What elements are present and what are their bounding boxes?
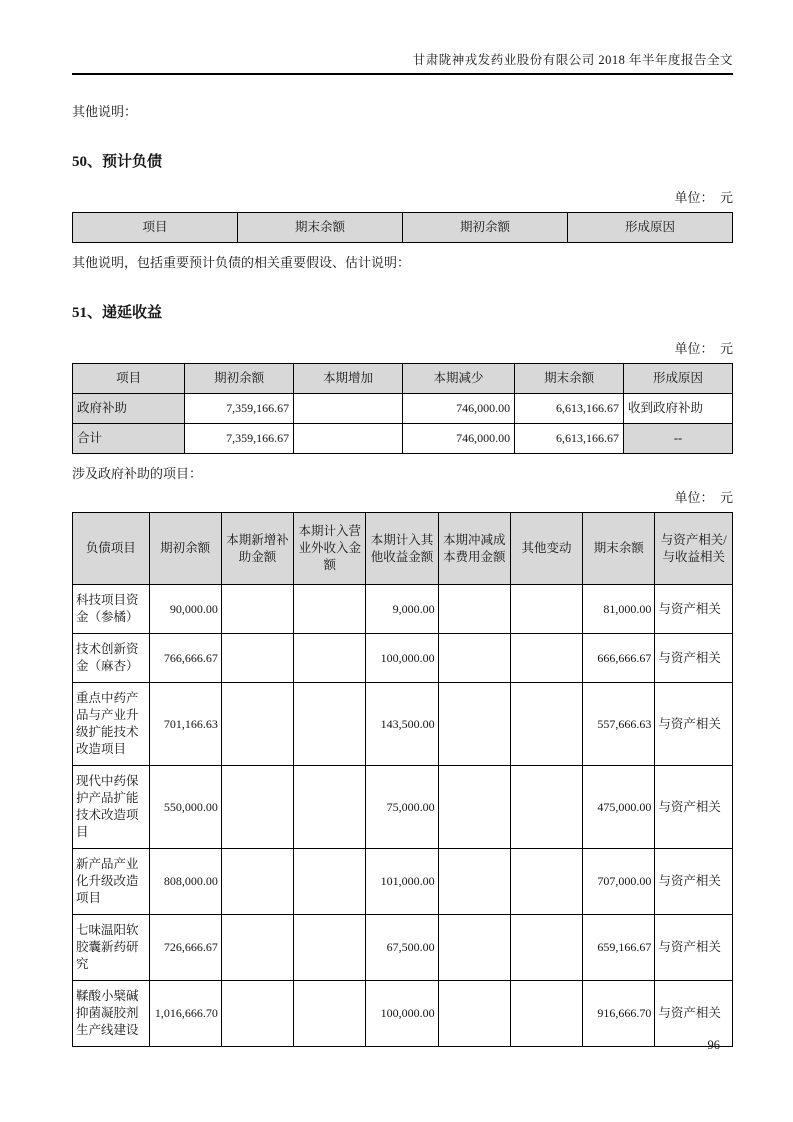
table-cell (438, 585, 510, 634)
table-cell: 6,613,166.67 (515, 424, 624, 454)
table-cell: 808,000.00 (149, 849, 221, 915)
column-header: 项目 (73, 213, 238, 243)
table-cell (221, 683, 293, 766)
table-cell (510, 981, 582, 1047)
table-cell (294, 634, 366, 683)
table-cell: 重点中药产品与产业升级扩能技术改造项目 (73, 683, 150, 766)
table-cell: 67,500.00 (366, 915, 438, 981)
column-header: 期初余额 (149, 513, 221, 585)
deferred-income-table (72, 363, 733, 454)
table-cell: 916,666.70 (583, 981, 655, 1047)
table-cell: 与资产相关 (655, 766, 733, 849)
subsidy-projects-table (72, 512, 733, 1047)
table-cell (294, 394, 403, 424)
table-cell: 746,000.00 (402, 424, 514, 454)
table-cell: 475,000.00 (583, 766, 655, 849)
column-header: 本期减少 (402, 364, 514, 394)
table-row (73, 424, 733, 454)
column-header: 期初余额 (403, 213, 568, 243)
table-cell (510, 683, 582, 766)
table-cell: 550,000.00 (149, 766, 221, 849)
table-cell: 鞣酸小檗碱抑菌凝胶剂生产线建设 (73, 981, 150, 1047)
table-cell: 新产品产业化升级改造项目 (73, 849, 150, 915)
table-cell (221, 849, 293, 915)
report-header-title: 甘肃陇神戎发药业股份有限公司 2018 年半年度报告全文 (72, 50, 733, 75)
table-cell: 707,000.00 (583, 849, 655, 915)
table-cell: 技术创新资金（麻杏） (73, 634, 150, 683)
table-row (73, 683, 733, 766)
table-cell (510, 585, 582, 634)
table-cell: -- (624, 424, 733, 454)
table-cell (294, 424, 403, 454)
table-cell: 7,359,166.67 (185, 394, 294, 424)
table-cell: 726,666.67 (149, 915, 221, 981)
table-cell: 科技项目资金（参橘） (73, 585, 150, 634)
table-row (73, 849, 733, 915)
table-cell (510, 766, 582, 849)
unit-label-50: 单位： 元 (674, 190, 733, 205)
column-header: 形成原因 (568, 213, 733, 243)
unit-label-51: 单位： 元 (674, 341, 733, 356)
provision-note: 其他说明，包括重要预计负债的相关重要假设、估计说明： (72, 255, 411, 270)
table-cell: 766,666.67 (149, 634, 221, 683)
section-50-heading: 50、预计负债 (72, 154, 163, 170)
table-cell: 659,166.67 (583, 915, 655, 981)
table-cell (294, 585, 366, 634)
table-cell (294, 915, 366, 981)
provision-table (72, 212, 733, 243)
table-header-row (73, 513, 733, 585)
table-cell (438, 915, 510, 981)
table-cell (438, 766, 510, 849)
column-header: 期初余额 (185, 364, 294, 394)
column-header: 形成原因 (624, 364, 733, 394)
section-51-heading: 51、递延收益 (72, 305, 163, 321)
column-header: 与资产相关/与收益相关 (655, 513, 733, 585)
table-row (73, 915, 733, 981)
table-cell: 收到政府补助 (624, 394, 733, 424)
table-cell (438, 849, 510, 915)
table-cell: 81,000.00 (583, 585, 655, 634)
table-cell: 与资产相关 (655, 683, 733, 766)
table-cell: 与资产相关 (655, 915, 733, 981)
table-header-row (73, 213, 733, 243)
table-cell: 现代中药保护产品扩能技术改造项目 (73, 766, 150, 849)
table-row (73, 634, 733, 683)
table-cell: 100,000.00 (366, 981, 438, 1047)
column-header: 项目 (73, 364, 185, 394)
table-cell (221, 585, 293, 634)
table-cell: 合计 (73, 424, 185, 454)
table-cell: 与资产相关 (655, 981, 733, 1047)
page-number: 96 (707, 1038, 720, 1052)
column-header: 本期新增补助金额 (221, 513, 293, 585)
table-cell: 七味温阳软胶囊新药研究 (73, 915, 150, 981)
table-cell: 75,000.00 (366, 766, 438, 849)
table-cell: 与资产相关 (655, 634, 733, 683)
table-cell (221, 915, 293, 981)
table-cell (221, 981, 293, 1047)
column-header: 期末余额 (238, 213, 403, 243)
table-cell (221, 634, 293, 683)
top-other-note: 其他说明： (72, 104, 138, 119)
table-row (73, 981, 733, 1047)
table-cell: 701,166.63 (149, 683, 221, 766)
table-cell (294, 683, 366, 766)
table-cell (294, 766, 366, 849)
table-cell (294, 849, 366, 915)
table-row (73, 766, 733, 849)
table-cell: 100,000.00 (366, 634, 438, 683)
table-cell: 与资产相关 (655, 585, 733, 634)
table-cell: 政府补助 (73, 394, 185, 424)
table-cell (221, 766, 293, 849)
table-cell (438, 981, 510, 1047)
column-header: 期末余额 (515, 364, 624, 394)
table-cell: 557,666.63 (583, 683, 655, 766)
table-cell (510, 634, 582, 683)
column-header: 负债项目 (73, 513, 150, 585)
unit-label-subsidy: 单位： 元 (674, 490, 733, 505)
table-cell (438, 683, 510, 766)
table-cell: 9,000.00 (366, 585, 438, 634)
column-header: 本期增加 (294, 364, 403, 394)
table-cell: 90,000.00 (149, 585, 221, 634)
table-cell: 143,500.00 (366, 683, 438, 766)
column-header: 其他变动 (510, 513, 582, 585)
column-header: 本期冲减成本费用金额 (438, 513, 510, 585)
column-header: 本期计入营业外收入金额 (294, 513, 366, 585)
table-cell: 746,000.00 (402, 394, 514, 424)
table-cell: 1,016,666.70 (149, 981, 221, 1047)
subsidy-note: 涉及政府补助的项目： (72, 466, 203, 481)
table-row (73, 585, 733, 634)
table-cell: 101,000.00 (366, 849, 438, 915)
table-cell (438, 634, 510, 683)
table-header-row (73, 364, 733, 394)
table-cell: 6,613,166.67 (515, 394, 624, 424)
column-header: 本期计入其他收益金额 (366, 513, 438, 585)
table-cell (294, 981, 366, 1047)
table-cell: 666,666.67 (583, 634, 655, 683)
table-cell (510, 849, 582, 915)
table-cell (510, 915, 582, 981)
table-cell: 与资产相关 (655, 849, 733, 915)
table-row (73, 394, 733, 424)
table-cell: 7,359,166.67 (185, 424, 294, 454)
column-header: 期末余额 (583, 513, 655, 585)
